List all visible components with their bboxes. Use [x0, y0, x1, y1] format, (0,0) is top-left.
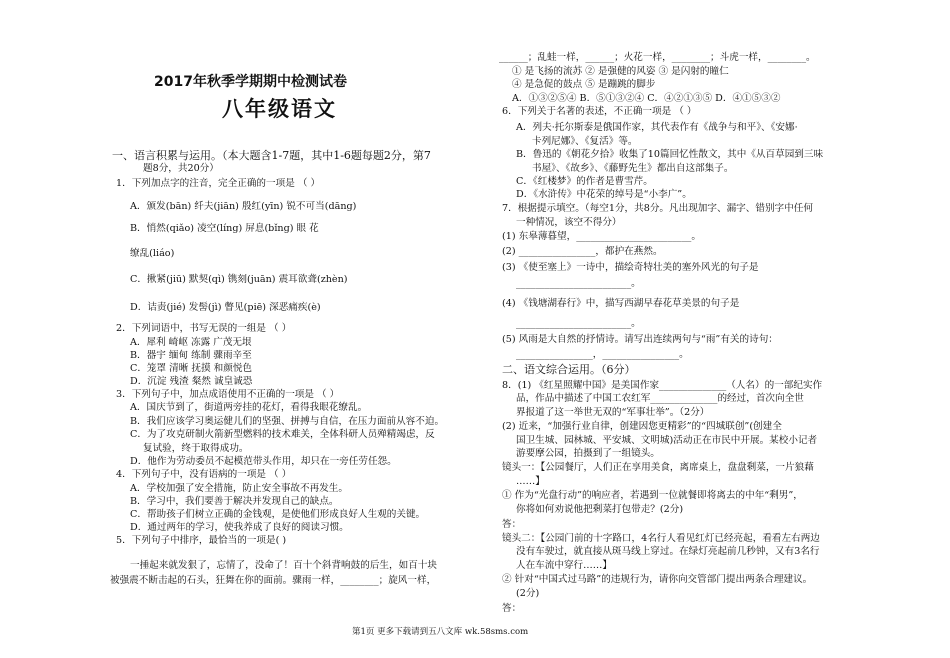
q6-option-b: B．鲁迅的《朝花夕拾》收集了10篇回忆性散文，其中《从百草园到三味 [516, 149, 824, 160]
q6-option-a-cont: 卡列尼娜》、《复活》等。 [532, 136, 638, 147]
section-1-heading: 一、语言积累与运用。（本大题含1-7题，其中1-6题每题2分，第7 [112, 149, 431, 162]
q6-option-b-cont: 书屋》、《故乡》、《藤野先生》都出自这部集子。 [532, 163, 734, 174]
q1-option-b-cont: 缭乱(liáo) [130, 248, 175, 259]
page-footer: 第1页 更多下载请到五八文库 wk.58sms.com [352, 627, 529, 637]
q3-option-c: C．为了攻克研制火箭新型燃料的技术难关，全体科研人员殚精竭虑，反 [130, 429, 435, 440]
q5-passage-line-1: 一捶起来就发狠了，忘情了，没命了！百十个斜背响鼓的后生，如百十块 [130, 560, 437, 571]
q5-choices-2: ④ 是急促的鼓点 ⑤ 是蹦跳的脚步 [512, 79, 656, 90]
q8-2-cont: 国卫生城、园林城、平安城、文明城)活动正在市民中开展。某校小记者 [516, 435, 818, 446]
q7-item-3-blank: ________________________。 [516, 278, 641, 289]
q7-stem-cont: 一种情况，该空不得分） [516, 217, 622, 228]
q2-option-b: B．器宇 缅甸 练制 骤雨辛至 [130, 350, 252, 361]
scene-2: 镜头二：【公园门前的十字路口，4名行人看见红灯已经亮起，看看左右两边 [502, 533, 820, 544]
q5-passage-line-2: 被强震不断击起的石头，狂舞在你的面前。骤雨一样，________；旋风一样， [110, 575, 437, 586]
q7-item-2: (2) ________________，都护在燕然。 [502, 246, 663, 257]
q2-option-d: D．沉淀 残渣 粲然 诚皇诚恐 [130, 376, 253, 387]
q6-option-c: C．《红楼梦》的作者是曹雪芹。 [516, 176, 653, 187]
q4-option-b: B．学习中，我们要善于解决并发现自己的缺点。 [130, 496, 339, 507]
q7-item-4-blank: ________________________。 [516, 318, 641, 329]
q3-stem: 3．下列句子中，加点成语使用不正确的一项是 （ ） [116, 389, 340, 400]
q7-item-1: (1) 东皋薄暮望，________________________。 [502, 231, 701, 242]
scene-1-question: ① 作为“光盘行动”的响应者，若遇到一位就餐即将离去的中年“剩男”， [502, 490, 803, 501]
scene-1-cont: ……】 [516, 476, 545, 487]
q1-option-d: D．诘责(jié) 发髻(jì) 瞥见(piē) 深恶痛疾(è) [130, 302, 321, 313]
q1-option-b: B．悄然(qiǎo) 凌空(líng) 屏息(bǐng) 眼 花 [130, 223, 319, 234]
q3-option-b: B．我们应该学习奥运健儿们的坚强、拼搏与自信，在压力面前从容不迫。 [130, 416, 445, 427]
q2-option-a: A．犀利 崎岖 冻露 广茂无垠 [130, 337, 252, 348]
q8-2: (2) 近来，“加强行业自律，创建因您更精彩”的“四城联创”(创建全 [502, 421, 782, 432]
scene-2-cont-2: 人在车流中穿行……】 [516, 560, 612, 571]
q3-option-c-cont: 复试验，终于取得成功。 [143, 443, 249, 454]
q1-stem: 1．下列加点字的注音，完全正确的一项是 （ ） [116, 178, 321, 189]
q8-1-cont-2: 界报道了这一举世无双的“军事壮举”。（2分） [516, 407, 710, 418]
exam-title: 2017年秋季学期期中检测试卷 [154, 74, 347, 90]
scene-2-cont: 没有车驶过，就直接从斑马线上穿过。在绿灯亮起前几秒钟，又有3名行 [516, 546, 820, 557]
q1-option-c: C．揪紧(jiū) 默契(qì) 镌刻(juān) 震耳欲聋(zhèn) [130, 274, 348, 285]
q7-item-5: (5) 风雨是大自然的抒情诗。请写出连续两句与“雨”有关的诗句： [502, 334, 778, 345]
q4-option-a: A．学校加强了安全措施，防止安全事故不再发生。 [130, 483, 348, 494]
scene-1: 镜头一：【公园餐厅，人们正在享用美食，离席桌上，盘盘剩菜，一片狼藉 [502, 462, 814, 473]
q5-options: A．①③②⑤④ B．⑤①③②④ C．④②①③⑤ D．④①⑤③② [512, 93, 781, 104]
q6-option-a: A．列夫·托尔斯泰是俄国作家，其代表作有《战争与和平》、《安娜· [516, 122, 798, 133]
subject-title: 八年级语文 [222, 97, 337, 121]
q4-option-d: D．通过两年的学习，使我养成了良好的阅读习惯。 [130, 522, 349, 533]
section-1-note: 题8分，共20分） [143, 163, 219, 174]
q8-2-cont-2: 游要摩公园，拍摄到了一组镜头。 [516, 448, 660, 459]
q7-stem: 7．根据提示填空。（每空1分，共8分。凡出现加字、漏字、错别字中任何 [502, 203, 813, 214]
q4-stem: 4．下列句子中，没有语病的一项是 （ ） [116, 469, 292, 480]
q1-option-a: A．颁发(bān) 纤夫(jiān) 殷红(yīn) 锐不可当(dāng) [130, 201, 357, 212]
scene-2-answer-label: 答： [502, 603, 522, 614]
q5-passage-line-3: ______；乱蛙一样，______；火花一样，________；斗虎一样，________。 [499, 52, 816, 63]
q7-item-4: (4) 《钱塘湖春行》中，描写西湖早春花草美景的句子是 [502, 298, 740, 309]
q8-1-cont: 品，作品中描述了中国工农红军______________的经过，首次向全世 [516, 393, 804, 404]
right-column [480, 0, 950, 658]
q7-item-5-blank: ________________，________________。 [516, 349, 689, 360]
q8-1: 8．(1) 《红星照耀中国》是美国作家______________（人名）的一部纪实作 [502, 380, 823, 391]
q3-option-a: A．国庆节到了，街道两旁挂的花灯，看得我眼花缭乱。 [130, 402, 368, 413]
scene-2-question: ② 针对“中国式过马路”的违规行为，请你向交管部门提出两条合理建议。 [502, 574, 813, 585]
scene-2-question-cont: (2分) [516, 588, 540, 599]
scene-1-answer-label: 答： [502, 519, 522, 530]
q3-option-d: D．他作为劳动委员不起模范带头作用，却只在一旁任劳任怨。 [130, 456, 397, 467]
q2-stem: 2．下列词语中，书写无误的一组是 （ ） [116, 323, 292, 334]
scene-1-question-cont: 你将如何劝说他把剩菜打包带走？(2分) [516, 504, 684, 515]
q5-choices-1: ① 是飞扬的流苏 ② 是强健的风姿 ③ 是闪射的瞳仁 [512, 66, 729, 77]
q5-stem: 5．下列句子中排序，最恰当的一项是( ) [116, 535, 287, 546]
q7-item-3: (3) 《使至塞上》一诗中，描绘奇特壮美的塞外风光的句子是 [502, 262, 759, 273]
q2-option-c: C．笼罩 清晰 抚摸 和颜悦色 [130, 363, 253, 374]
q4-option-c: C．帮助孩子们树立正确的金钱观，是使他们形成良好人生观的关键。 [130, 509, 426, 520]
q6-stem: 6．下列关于名著的表述，不正确一项是 （ ） [502, 106, 697, 117]
q6-option-d: D．《水浒传》中花荣的绰号是“小李广”。 [516, 189, 692, 200]
section-2-heading: 二、语文综合运用。（6分） [502, 363, 636, 376]
